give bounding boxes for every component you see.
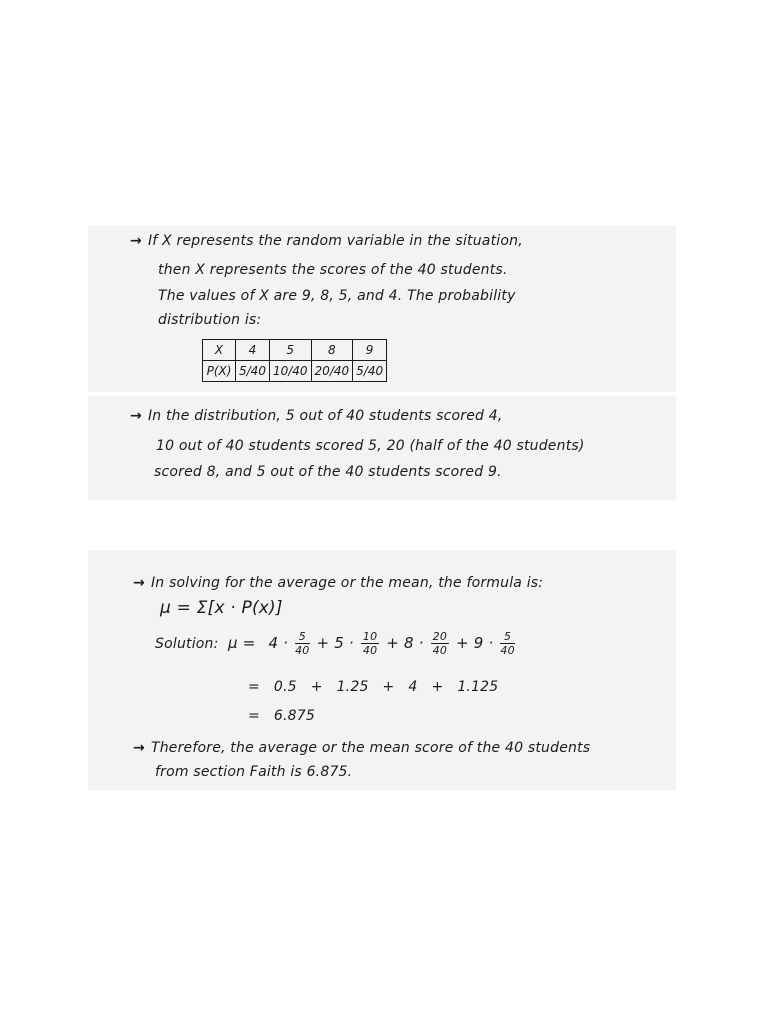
fraction-numerator: 5 (500, 630, 514, 644)
table-cell: 5/40 (236, 361, 270, 382)
section-1-line-2: then X represents the scores of the 40 students. (158, 262, 508, 278)
table-cell: 8 (311, 340, 353, 361)
section-1-line-3: The values of X are 9, 8, 5, and 4. The probability (158, 288, 516, 304)
section-2-line-3: scored 8, and 5 out of the 40 students scored 9. (154, 464, 502, 480)
fraction (431, 630, 449, 657)
fraction-denominator: 40 (432, 644, 448, 657)
term-coef: + 9 · (456, 634, 494, 652)
table-row (203, 361, 387, 382)
fraction (361, 630, 379, 657)
table-cell: 5/40 (353, 361, 387, 382)
term-coef: + 5 · (316, 634, 354, 652)
table-cell: 20/40 (311, 361, 353, 382)
section-2-line-1 (130, 408, 503, 424)
fraction-denominator: 40 (362, 644, 378, 657)
fraction-denominator: 40 (295, 644, 310, 657)
table-cell: 4 (236, 340, 270, 361)
term-coef: 4 · (268, 634, 289, 652)
solution-expression (228, 630, 517, 657)
conclusion-text-1: Therefore, the average or the mean score of the 40 students (150, 740, 591, 756)
section-3-line-1 (133, 575, 543, 591)
term-coef: + 8 · (386, 634, 424, 652)
table-cell: 10/40 (269, 361, 311, 382)
section-2-text-1: In the distribution, 5 out of 40 students scored 4, (147, 408, 503, 424)
table-row (203, 340, 387, 361)
conclusion-line-2: from section Faith is 6.875. (155, 764, 353, 780)
table-cell: 9 (353, 340, 387, 361)
solution-step-3: = 6.875 (248, 708, 315, 724)
table-cell: P(X) (203, 361, 236, 382)
section-1-text-1: If X represents the random variable in the situation, (147, 233, 523, 249)
fraction (295, 630, 309, 657)
arrow-icon: → (133, 740, 145, 756)
conclusion-line-1 (133, 740, 590, 756)
probability-distribution-table (202, 339, 387, 382)
fraction-numerator: 5 (295, 630, 309, 644)
mu-symbol: μ = (228, 634, 256, 652)
table-cell: X (203, 340, 236, 361)
section-2-line-2: 10 out of 40 students scored 5, 20 (half of the 40 students) (156, 438, 585, 454)
fraction-numerator: 20 (432, 630, 448, 643)
arrow-icon: → (130, 408, 142, 424)
section-1-line-1 (130, 233, 523, 249)
table-cell: 5 (269, 340, 311, 361)
solution-step-2: = 0.5 + 1.25 + 4 + 1.125 (248, 679, 499, 695)
solution-label: Solution: (155, 636, 219, 652)
mean-formula: μ = Σ[x · P(x)] (160, 598, 283, 618)
fraction-denominator: 40 (500, 644, 515, 657)
section-1-line-4: distribution is: (158, 312, 262, 328)
arrow-icon: → (130, 233, 142, 249)
section-3-text-1: In solving for the average or the mean, the formula is: (150, 575, 544, 591)
arrow-icon: → (133, 575, 145, 591)
fraction (500, 630, 514, 657)
fraction-numerator: 10 (362, 630, 378, 643)
